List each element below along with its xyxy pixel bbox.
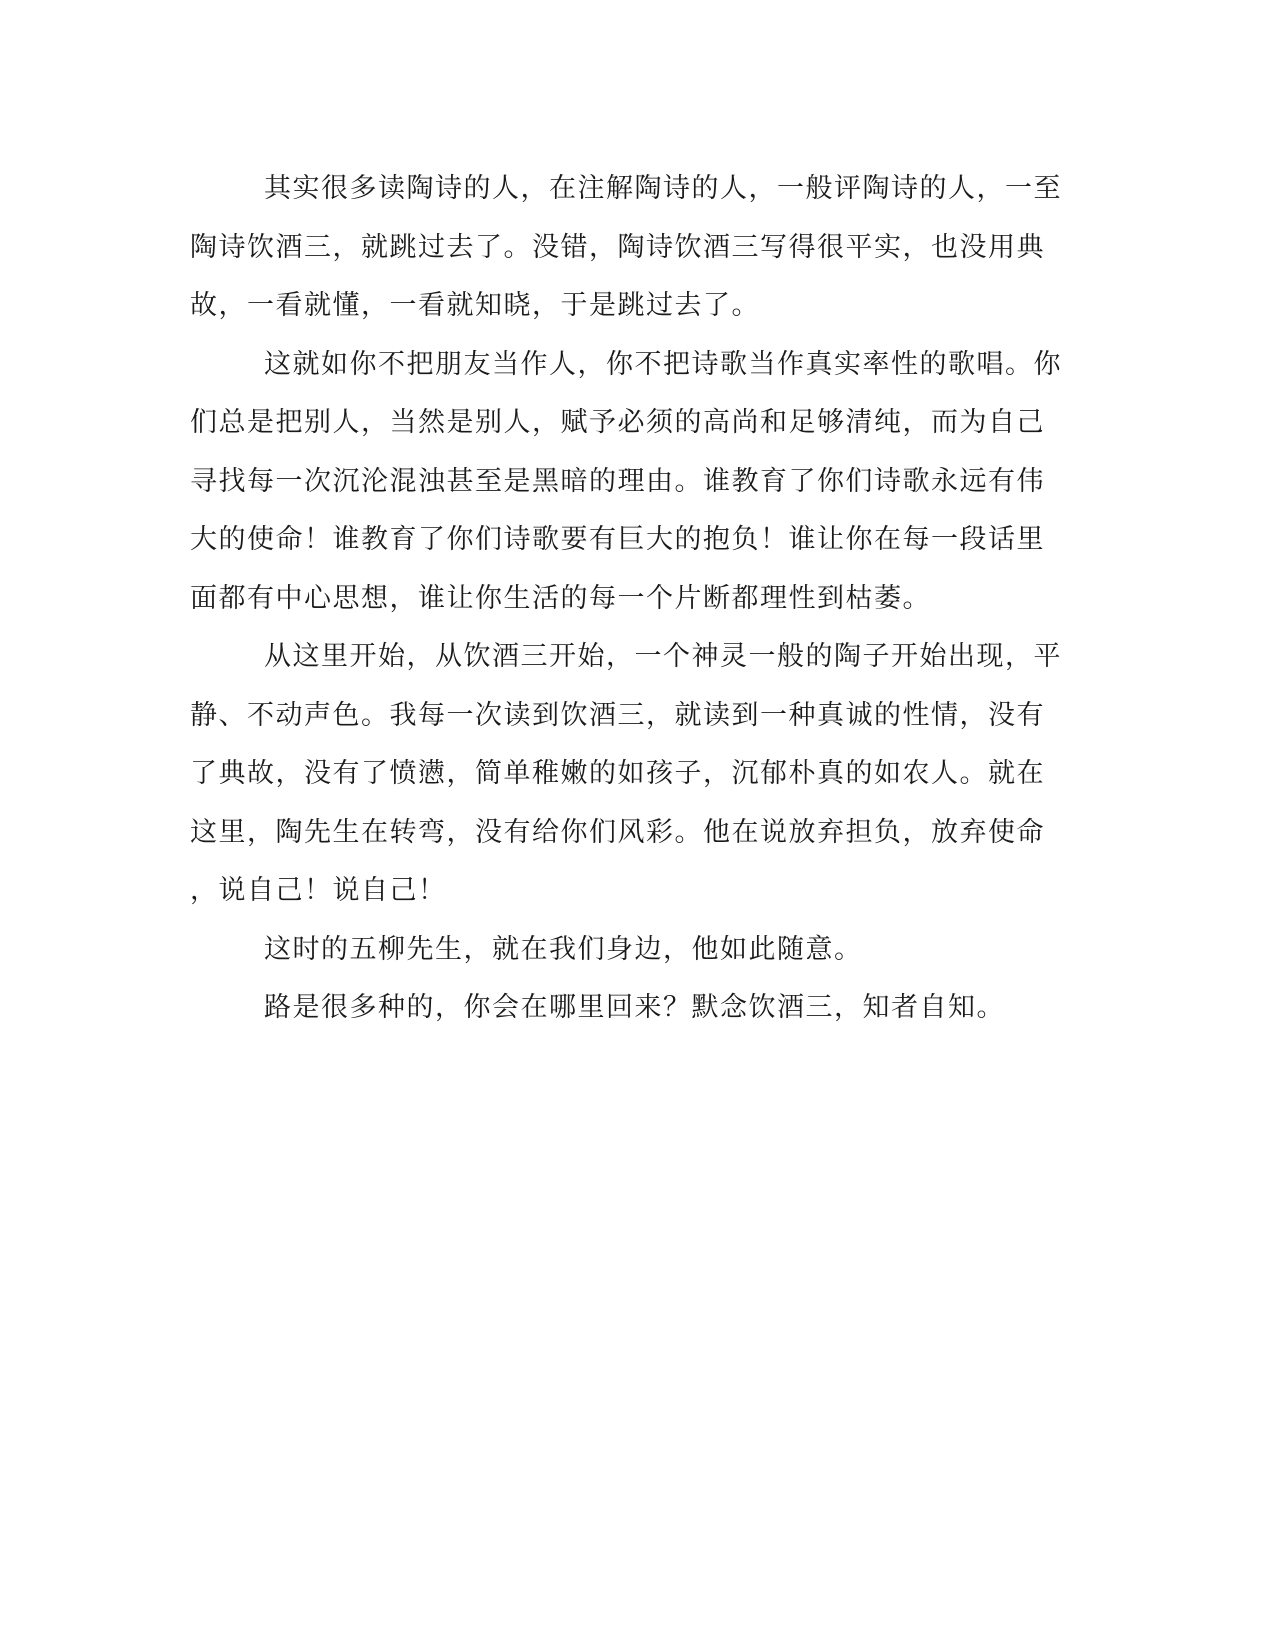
- paragraph-line: 大的使命！谁教育了你们诗歌要有巨大的抱负！谁让你在每一段话里: [190, 524, 1045, 555]
- paragraph-line: 寻找每一次沉沦混浊甚至是黑暗的理由。谁教育了你们诗歌永远有伟: [190, 465, 1045, 497]
- paragraph-5: [190, 979, 1080, 1038]
- paragraph-line: 这就如你不把朋友当作人，你不把诗歌当作真实率性的歌唱。你: [264, 348, 1062, 380]
- document-body: [190, 160, 1080, 1038]
- paragraph-1: [190, 160, 1080, 336]
- paragraph-line: 陶诗饮酒三，就跳过去了。没错，陶诗饮酒三写得很平实，也没用典: [190, 231, 1045, 263]
- paragraph-line: 了典故，没有了愤懑，简单稚嫩的如孩子，沉郁朴真的如农人。就在: [190, 758, 1045, 789]
- paragraph-2: [190, 336, 1080, 629]
- paragraph-3: [190, 628, 1080, 921]
- paragraph-line: 故，一看就懂，一看就知晓，于是跳过去了。: [190, 290, 760, 321]
- paragraph-line: ，说自己！说自己！: [190, 875, 447, 906]
- paragraph-line: 这里，陶先生在转弯，没有给你们风彩。他在说放弃担负，放弃使命: [190, 816, 1045, 848]
- paragraph-line: 面都有中心思想，谁让你生活的每一个片断都理性到枯萎。: [190, 582, 931, 614]
- paragraph-line: 这时的五柳先生，就在我们身边，他如此随意。: [264, 933, 863, 965]
- paragraph-line: 其实很多读陶诗的人，在注解陶诗的人，一般评陶诗的人，一至: [264, 173, 1062, 204]
- paragraph-line: 路是很多种的，你会在哪里回来？默念饮酒三，知者自知。: [264, 992, 1005, 1023]
- paragraph-line: 们总是把别人，当然是别人，赋予必须的高尚和足够清纯，而为自己: [190, 407, 1045, 438]
- paragraph-line: 静、不动声色。我每一次读到饮酒三，就读到一种真诚的性情，没有: [190, 699, 1045, 731]
- paragraph-4: [190, 921, 1080, 980]
- paragraph-line: 从这里开始，从饮酒三开始，一个神灵一般的陶子开始出现，平: [264, 641, 1062, 672]
